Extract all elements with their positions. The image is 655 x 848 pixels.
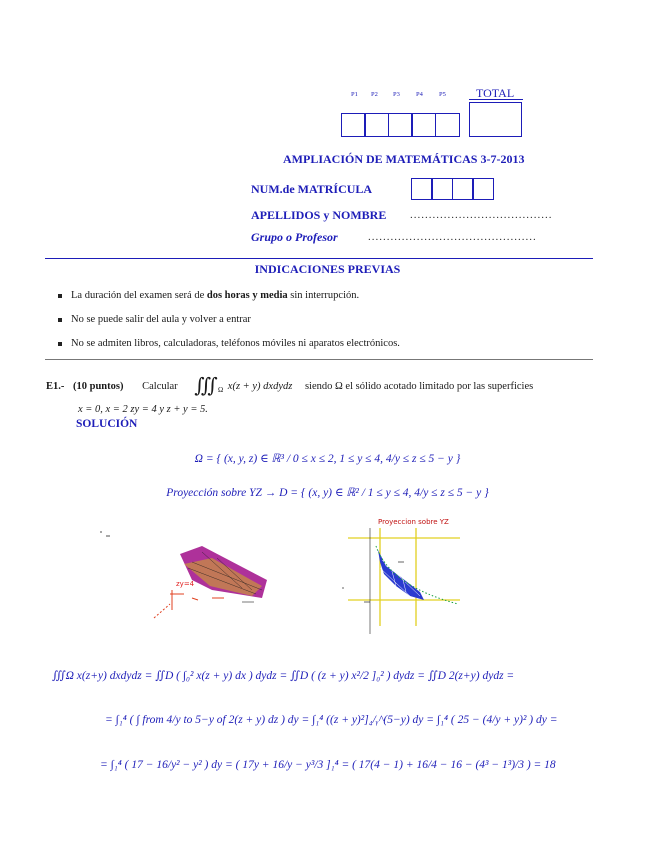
integral-step-2: = ∫₁⁴ ( ∫ from 4/y to 5−y of 2(z + y) dz ) dy = ∫₁⁴ ((z + y)²]₄/ᵧ^(5−y) dy = ∫₁⁴ ( 25 − (4/y + y)² ) dy =: [105, 714, 558, 726]
score-box[interactable]: [411, 113, 436, 137]
apellidos-field[interactable]: ......................................: [410, 209, 553, 221]
divider: [45, 258, 593, 259]
score-label-p5: P5: [439, 91, 446, 98]
matricula-box[interactable]: [472, 178, 494, 200]
problem-text: siendo Ω el sólido acotado limitado por las superficies: [304, 381, 534, 392]
list-item-text: La duración del examen será de dos horas y media sin interrupción.: [71, 290, 360, 301]
projection-definition: Proyección sobre YZ → D = { (x, y) ∈ ℝ² / 1 ≤ y ≤ 4, 4/y ≤ z ≤ 5 − y }: [166, 487, 489, 499]
grupo-label: Grupo o Profesor: [251, 230, 338, 244]
projection-plot-figure: [340, 516, 465, 636]
list-item-text: No se admiten libros, calculadoras, teléfonos móviles ni aparatos electrónicos.: [71, 338, 400, 349]
solution-label: SOLUCIÓN: [76, 418, 138, 430]
problem-surfaces: x = 0, x = 2 zy = 4 y z + y = 5.: [78, 404, 208, 416]
score-label-p3: P3: [393, 91, 400, 98]
problem-label: E1.-: [46, 381, 65, 392]
solid-plot-figure: [92, 520, 272, 620]
bullet-icon: [58, 294, 62, 298]
matricula-box[interactable]: [411, 178, 433, 200]
score-box[interactable]: [364, 113, 389, 137]
list-item: [58, 290, 359, 301]
score-box[interactable]: [388, 113, 413, 137]
grupo-field[interactable]: .............................................: [368, 231, 537, 243]
problem-line-1: E1.- (10 puntos) Calcular $∭_\Omega$ x(z + y) dxdydz siendo Ω el sólido acotado limitado por las superficies: [46, 375, 534, 397]
list-item: [58, 338, 400, 349]
bullet-icon: [58, 318, 62, 322]
total-label: TOTAL: [476, 86, 515, 100]
surface-label: z+y=5: [238, 554, 263, 562]
problem-statement: [46, 377, 594, 419]
integral-step-1: ∭Ω x(z+y) dxdydz = ∬D ( ∫₀² x(z + y) dx ) dydz = ∬D ( (z + y) x²/2 ]₀² ) dydz = ∬D 2(z+y) dydz =: [52, 670, 515, 682]
matricula-boxes[interactable]: [412, 178, 494, 200]
problem-verb: Calcular: [142, 381, 178, 392]
total-box[interactable]: [469, 102, 522, 137]
omega-definition: Ω = { (x, y, z) ∈ ℝ³ / 0 ≤ x ≤ 2, 1 ≤ y ≤ 4, 4/y ≤ z ≤ 5 − y }: [194, 453, 461, 465]
matricula-label: NUM.de MATRÍCULA: [251, 182, 373, 196]
divider: [45, 359, 593, 360]
score-label-p1: P1: [351, 91, 358, 98]
list-item-text: No se puede salir del aula y volver a entrar: [71, 314, 251, 325]
score-label-p2: P2: [371, 91, 378, 98]
bullet-icon: [58, 342, 62, 346]
surface-label: zy=4: [176, 580, 195, 588]
score-box[interactable]: [435, 113, 460, 137]
score-box[interactable]: [341, 113, 366, 137]
integral-step-3: = ∫₁⁴ ( 17 − 16/y² − y² ) dy = ( 17y + 16/y − y³/3 ]₁⁴ = ( 17(4 − 1) + 16/4 − 16 − (4³ − 1³)/3 ) = 18: [100, 759, 556, 771]
problem-points: (10 puntos): [73, 381, 124, 392]
score-label-p4: P4: [416, 91, 423, 98]
score-boxes[interactable]: [342, 113, 460, 137]
indicaciones-title: INDICACIONES PREVIAS: [254, 262, 401, 276]
projection-plot-title: Proyeccion sobre YZ: [378, 518, 449, 526]
apellidos-label: APELLIDOS y NOMBRE: [251, 208, 387, 222]
problem-integrand: x(z + y) dxdydz: [227, 381, 293, 392]
triple-integral-icon: ∭: [194, 375, 218, 397]
exam-title: AMPLIACIÓN DE MATEMÁTICAS 3-7-2013: [283, 152, 525, 166]
matricula-box[interactable]: [431, 178, 453, 200]
total-underline: [469, 99, 523, 100]
matricula-box[interactable]: [452, 178, 474, 200]
list-item: [58, 314, 251, 325]
